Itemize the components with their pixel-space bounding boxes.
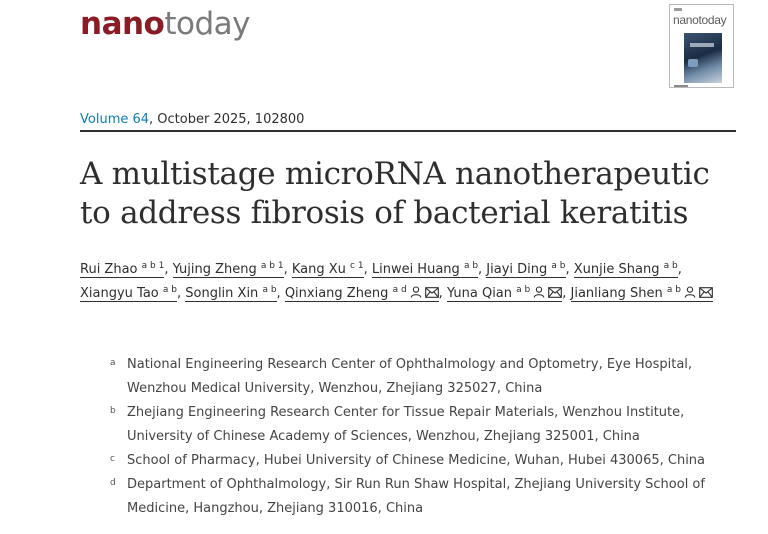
author-affiliation-refs: a b 1 bbox=[260, 261, 284, 271]
author-affiliation-refs: a b bbox=[162, 285, 177, 295]
affiliation-label: b bbox=[110, 406, 116, 416]
cover-title: nanotoday bbox=[673, 13, 727, 27]
author-link[interactable] bbox=[285, 286, 439, 302]
volume-link[interactable]: Volume 64 bbox=[80, 112, 150, 127]
author-name: Jianliang Shen bbox=[570, 286, 663, 301]
header-divider bbox=[80, 130, 736, 132]
affiliation-item bbox=[110, 353, 740, 401]
author-name: Yujing Zheng bbox=[172, 262, 257, 277]
envelope-icon bbox=[548, 287, 562, 298]
person-icon bbox=[533, 286, 545, 298]
issue-date-article-number: , October 2025, 102800 bbox=[149, 112, 305, 127]
journal-cover-thumbnail[interactable] bbox=[669, 4, 734, 88]
author-link[interactable] bbox=[292, 262, 364, 278]
author-link[interactable] bbox=[80, 262, 164, 278]
author-list: Rui Zhao $^{a b 1}$, Yujing Zheng $^{a b 1}$, Kang Xu $^{c 1}$, Linwei Huang $^{a b}$, Jiayi Ding $^{a b}$, Xunjie Shang $^{a b}$, Xiangyu Tao $^{a b}$, Songlin Xin $^{a b}$, Qinxiang Zheng $^{a d}$ , Yuna Qian $^{a b}$ , Jianliang Shen $^{a b}$ bbox=[80, 258, 740, 306]
author-name: Yuna Qian bbox=[446, 286, 513, 301]
author-link[interactable] bbox=[372, 262, 478, 278]
affiliation-text: National Engineering Research Center of Ophthalmology and Optometry, Eye Hospital, Wenzhou Medical University, Wenzhou, Zhejiang 325027, China bbox=[127, 357, 693, 396]
author-affiliation-refs: a b bbox=[551, 261, 566, 271]
cover-image-highlight bbox=[690, 43, 714, 47]
envelope-icon bbox=[425, 287, 439, 298]
author-link[interactable] bbox=[173, 262, 284, 278]
author-affiliation-refs: a b 1 bbox=[141, 261, 165, 271]
affiliation-text: School of Pharmacy, Hubei University of Chinese Medicine, Wuhan, Hubei 430065, China bbox=[127, 453, 706, 468]
author-affiliation-refs: c 1 bbox=[350, 261, 364, 271]
person-icon bbox=[684, 286, 696, 298]
author-name: Kang Xu bbox=[291, 262, 346, 277]
cover-image bbox=[684, 33, 722, 83]
author-name: Rui Zhao bbox=[80, 262, 138, 277]
author-name: Jiayi Ding bbox=[486, 262, 548, 277]
author-link[interactable] bbox=[574, 262, 678, 278]
affiliation-list bbox=[110, 353, 740, 521]
affiliation-label: c bbox=[110, 454, 115, 464]
affiliation-item bbox=[110, 449, 740, 473]
article-title: A multistage microRNA nanotherapeutic to address fibrosis of bacterial keratitis bbox=[80, 156, 710, 231]
cover-image-detail bbox=[688, 59, 698, 67]
author-link[interactable] bbox=[447, 286, 562, 302]
affiliation-text: Zhejiang Engineering Research Center for Tissue Repair Materials, Wenzhou Institute, University of Chinese Academy of Sciences, Wenzhou, Zhejiang 325001, China bbox=[127, 405, 685, 444]
affiliation-label: a bbox=[110, 358, 116, 368]
author-link[interactable] bbox=[571, 286, 713, 302]
cover-publisher-mark bbox=[674, 85, 688, 87]
person-icon bbox=[410, 286, 422, 298]
author-affiliation-refs: a d bbox=[392, 285, 407, 295]
affiliation-label: d bbox=[110, 478, 116, 488]
author-name: Qinxiang Zheng bbox=[284, 286, 389, 301]
envelope-icon bbox=[699, 287, 713, 298]
author-affiliation-refs: a b bbox=[516, 285, 531, 295]
affiliation-item bbox=[110, 401, 740, 449]
author-affiliation-refs: a b bbox=[666, 285, 681, 295]
affiliation-text: Department of Ophthalmology, Sir Run Run Shaw Hospital, Zhejiang University School of Medicine, Hangzhou, Zhejiang 310016, China bbox=[127, 477, 705, 516]
author-name: Songlin Xin bbox=[185, 286, 259, 301]
author-name: Xiangyu Tao bbox=[80, 286, 159, 301]
logo-today: today bbox=[164, 6, 251, 42]
journal-logo[interactable] bbox=[80, 4, 250, 44]
author-name: Xunjie Shang bbox=[573, 262, 660, 277]
logo-nano: nano bbox=[80, 6, 165, 42]
author-link[interactable] bbox=[486, 262, 565, 278]
affiliation-item bbox=[110, 473, 740, 521]
cover-top-mark bbox=[674, 8, 682, 11]
author-link[interactable] bbox=[80, 286, 177, 302]
author-affiliation-refs: a b bbox=[262, 285, 277, 295]
issue-info bbox=[80, 112, 304, 128]
author-link[interactable] bbox=[185, 286, 276, 302]
author-affiliation-refs: a b bbox=[663, 261, 678, 271]
author-affiliation-refs: a b bbox=[463, 261, 479, 271]
author-name: Linwei Huang bbox=[371, 262, 460, 277]
